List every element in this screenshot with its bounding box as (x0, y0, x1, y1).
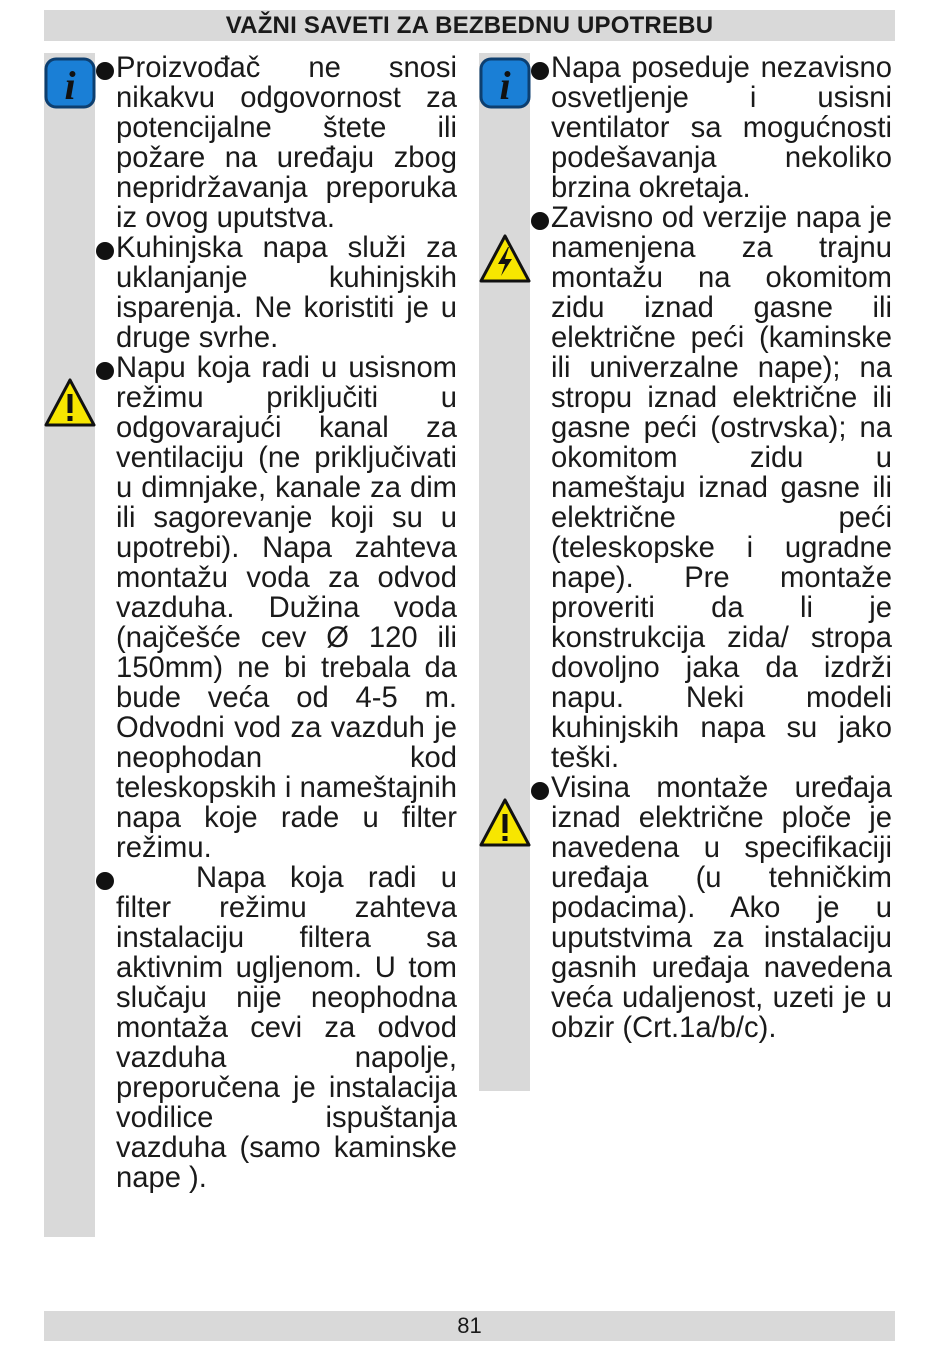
left-icon-gutter (44, 53, 95, 1237)
info-icon (44, 57, 96, 109)
header-title: VAŽNI SAVETI ZA BEZBEDNU UPOTREBU (225, 11, 714, 39)
info-icon (479, 57, 531, 109)
svg-text:i: i (499, 63, 511, 108)
paragraph-text: Proizvođač ne snosi nikakvu odgovornost za potencijalne štete ili požare na uređaju zbog nepridržavanja preporuka iz ovog uputstva. (116, 52, 457, 234)
bullet-dot (96, 242, 114, 260)
paragraph-text: Visina montaže uređaja iznad električne ploče je navedena u specifikaciji uređaja (u tehničkim podacima). Ako je u uputstvima za instalaciju gasnih uređaja navedena veća udaljenost, uzeti je u obzir (Crt.1a/b/c). (551, 772, 892, 1044)
paragraph-text: Zavisno od verzije napa je namenjena za trajnu montažu na okomitom zidu iznad gasne ili električne peći (kaminske ili univerzalne nape); na stropu iznad električne ili gasne peći (ostrvska); na okomitom zidu u nameštaju iznad gasne ili električne peći (teleskopske i ugradne nape). Pre montaže proveriti da li je konstrukcija zida/ stropa dovoljno jaka da izdrži napu. Neki modeli kuhinjskih napa su jako teški. (551, 202, 892, 774)
safety-paragraph (551, 773, 892, 1043)
bullet-dot (531, 782, 549, 800)
bullet-dot (531, 212, 549, 230)
bullet-dot (531, 62, 549, 80)
page-number: 81 (457, 1313, 482, 1338)
bullet-dot (96, 872, 114, 890)
page-header (44, 10, 895, 41)
safety-paragraph (116, 53, 457, 233)
electric-hazard-icon (479, 233, 531, 285)
right-column (551, 53, 892, 1043)
warning-icon (44, 377, 96, 429)
paragraph-text: Napu koja radi u usisnom režimu priključiti u odgovarajući kanal za ventilaciju (ne priključivati u dimnjake, kanale za dim ili sagorevanje koji su u upotrebi). Napa zahteva montažu voda za odvod vazduha. Dužina voda (najčešće cev Ø 120 ili 150mm) ne bi trebala da bude veća od 4-5 m. Odvodni vod za vazduh je neophodan kod teleskopskih i nameštajnih napa koje rade u filter režimu. (116, 352, 457, 864)
safety-paragraph (551, 53, 892, 203)
svg-text:i: i (64, 63, 76, 108)
bullet-dot (96, 362, 114, 380)
left-column (116, 53, 457, 1193)
paragraph-text: Napa koja radi u filter režimu zahteva instalaciju filtera sa aktivnim ugljenom. U tom slučaju nije neophodna montaža cevi za odvod vazduha napolje, preporučena je instalacija vodilice ispuštanja vazduha (samo kaminske nape ). (116, 862, 457, 1194)
bullet-dot (96, 62, 114, 80)
safety-paragraph (116, 353, 457, 863)
right-icon-gutter (479, 53, 530, 1091)
safety-paragraph (116, 233, 457, 353)
paragraph-text: Kuhinjska napa služi za uklanjanje kuhinjskih isparenja. Ne koristiti je u druge svrhe. (116, 232, 457, 354)
warning-icon (479, 797, 531, 849)
safety-paragraph (116, 863, 457, 1193)
paragraph-text: Napa poseduje nezavisno osvetljenje i usisni ventilator sa mogućnosti podešavanja nekoliko brzina okretaja. (551, 52, 892, 204)
safety-paragraph (551, 203, 892, 773)
page-footer (44, 1311, 895, 1341)
